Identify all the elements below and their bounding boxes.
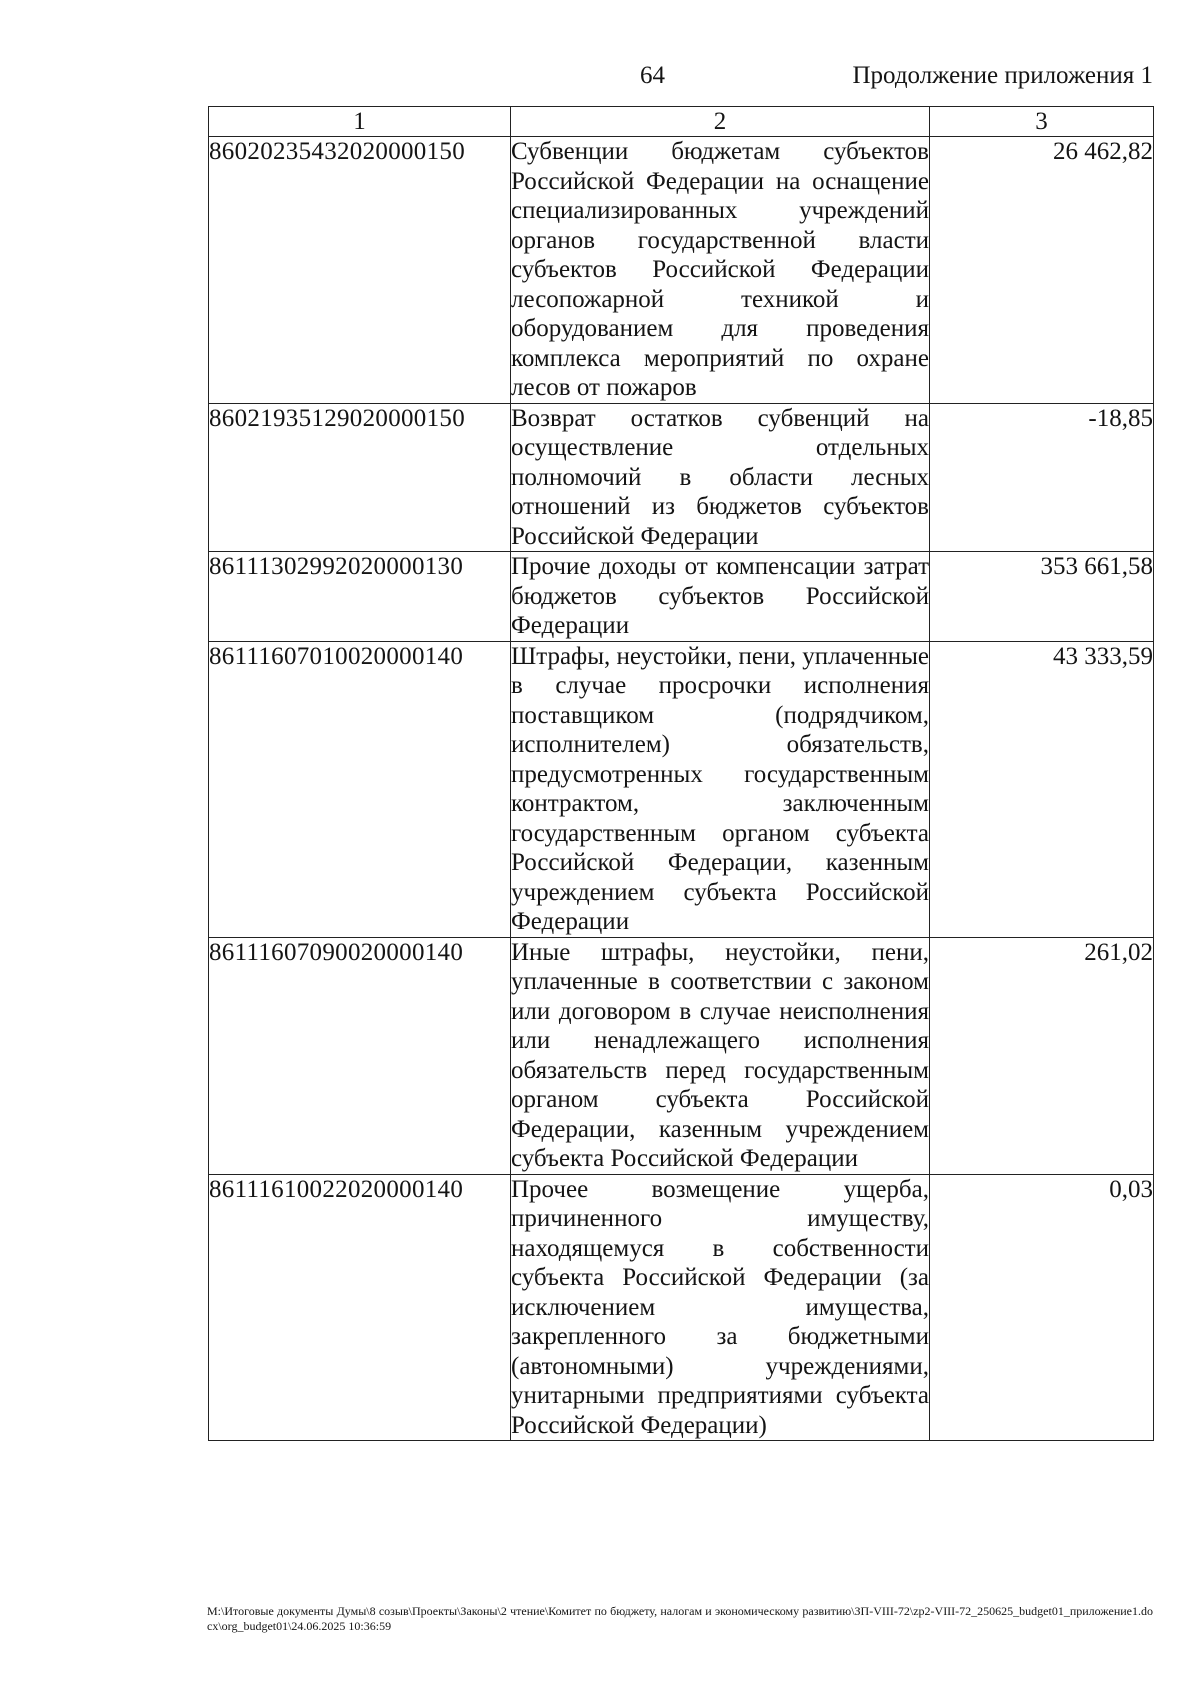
budget-revenue-table <box>208 106 1154 1441</box>
table-row <box>209 137 1154 404</box>
revenue-description <box>511 403 930 552</box>
revenue-description-text: Прочее возмещение ущерба, причиненного имуществу, находящемуся в собственности субъекта Российской Федерации (за исключением имущества, закрепленного за бюджетными (автономными) учреждениями, унитарными предприятиями субъекта Российской Федерации) <box>511 1175 929 1439</box>
budget-classification-code: 86111302992020000130 <box>209 552 511 642</box>
revenue-amount: 353 661,58 <box>930 552 1154 642</box>
document-file-path: M:\Итоговые документы Думы\8 созыв\Проекты\Законы\2 чтение\Комитет по бюджету, налогам и экономическому развитию\ЗП-VIII-72\zp2-VIII-72_250625_budget01_приложение1.docx\org_budget01\24.06.2025 10:36:59 <box>207 1604 1153 1633</box>
budget-classification-code: 86111607010020000140 <box>209 641 511 937</box>
table-row <box>209 937 1154 1174</box>
table-row <box>209 403 1154 552</box>
column-number-row <box>209 107 1154 137</box>
revenue-description-text: Прочие доходы от компенсации затрат бюджетов субъектов Российской Федерации <box>511 553 929 639</box>
revenue-description-text: Штрафы, неустойки, пени, уплаченные в случае просрочки исполнения поставщиком (подрядчиком, исполнителем) обязательств, предусмотренных государственным контрактом, заключенным государственным органом субъекта Российской Федерации, казенным учреждением субъекта Российской Федерации <box>511 642 929 935</box>
revenue-description-text: Возврат остатков субвенций на осуществление отдельных полномочий в области лесных отношений из бюджетов субъектов Российской Федерации <box>511 404 929 550</box>
revenue-amount: 0,03 <box>930 1174 1154 1441</box>
column-number-1: 1 <box>209 107 511 137</box>
revenue-description <box>511 137 930 404</box>
budget-classification-code: 86111607090020000140 <box>209 937 511 1174</box>
table-row <box>209 552 1154 642</box>
revenue-amount: -18,85 <box>930 403 1154 552</box>
revenue-amount: 43 333,59 <box>930 641 1154 937</box>
table-row <box>209 1174 1154 1441</box>
table-row <box>209 641 1154 937</box>
revenue-description-text: Иные штрафы, неустойки, пени, уплаченные в соответствии с законом или договором в случае неисполнения или ненадлежащего исполнения обязательств перед государственным органом субъекта Российской Федерации, казенным учреждением субъекта Российской Федерации <box>511 938 929 1172</box>
revenue-amount: 261,02 <box>930 937 1154 1174</box>
budget-classification-code: 86021935129020000150 <box>209 403 511 552</box>
budget-classification-code: 86111610022020000140 <box>209 1174 511 1441</box>
revenue-description <box>511 937 930 1174</box>
column-number-3: 3 <box>930 107 1154 137</box>
budget-classification-code: 86020235432020000150 <box>209 137 511 404</box>
appendix-continuation-label: Продолжение приложения 1 <box>852 62 1153 89</box>
revenue-description-text: Субвенции бюджетам субъектов Российской Федерации на оснащение специализированных учреждений органов государственной власти субъектов Российской Федерации лесопожарной техникой и оборудованием для проведения комплекса мероприятий по охране лесов от пожаров <box>511 138 929 401</box>
page-number: 64 <box>640 62 665 89</box>
revenue-description <box>511 1174 930 1441</box>
revenue-description <box>511 641 930 937</box>
column-number-2: 2 <box>511 107 930 137</box>
revenue-description <box>511 552 930 642</box>
revenue-amount: 26 462,82 <box>930 137 1154 404</box>
